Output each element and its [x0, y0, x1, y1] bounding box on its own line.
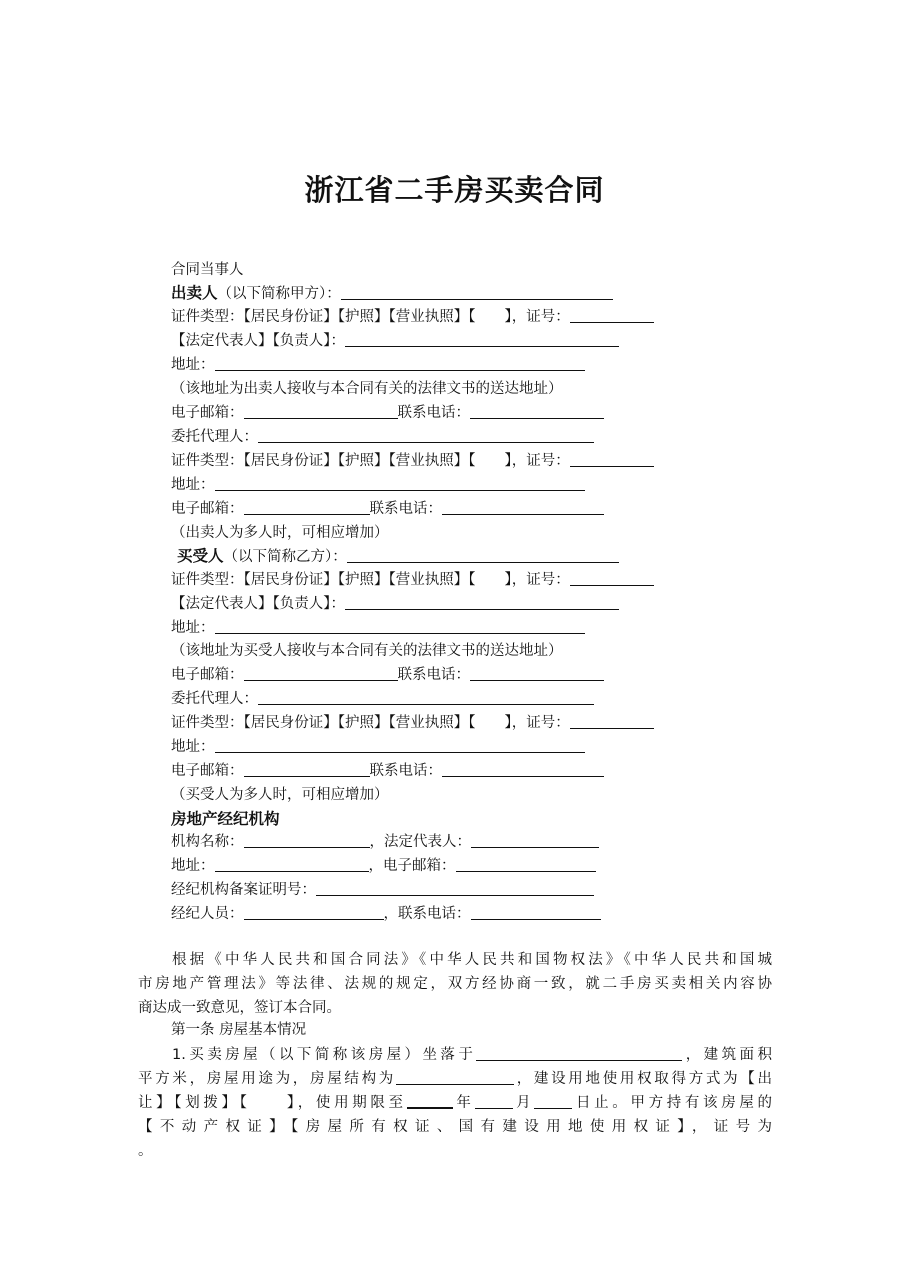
seller-agent-label: 委托代理人： [171, 429, 258, 445]
article-1-location-label: 1.买卖房屋（以下简称该房屋）坐落于 [172, 1047, 477, 1063]
agency-legal-rep-field[interactable] [471, 833, 599, 848]
buyer-address-note: （该地址为买受人接收与本合同有关的法律文书的送达地址） [171, 643, 563, 659]
seller-agent-address-line [171, 475, 585, 495]
buyer-label: 买受人 [177, 547, 224, 565]
seller-rep-label: 【法定代表人】【负责人】： [171, 333, 345, 349]
seller-phone-field[interactable] [470, 404, 604, 419]
seller-multi-note: （出卖人为多人时，可相应增加） [171, 525, 389, 541]
year-label: 年 [452, 1095, 475, 1111]
agency-address-line [171, 856, 596, 876]
seller-agent-email-label: 电子邮箱： [171, 501, 244, 517]
seller-email-field[interactable] [244, 404, 398, 419]
buyer-email-label: 电子邮箱： [171, 667, 244, 683]
buyer-phone-field[interactable] [470, 666, 604, 681]
article-1-heading: 第一条 房屋基本情况 [171, 1022, 307, 1038]
seller-agent-phone-label: 联系电话： [369, 501, 442, 517]
buyer-agent-line [171, 689, 594, 709]
agency-heading [171, 809, 280, 829]
structure-field[interactable] [396, 1070, 514, 1085]
seller-agent-line [171, 427, 594, 447]
day-label: 日止。甲方持有该房屋的 [572, 1095, 773, 1111]
article-1-line-4: 【不动产权证】【房屋所有权证、国有建设用地使用权证】，证号为 [138, 1119, 772, 1135]
agency-record-field[interactable] [316, 881, 594, 896]
article-1-land-right-label: ，建设用地使用权取得方式为【出 [514, 1071, 772, 1087]
seller-label: 出卖人 [171, 284, 218, 302]
buyer-agent-field[interactable] [258, 690, 594, 705]
buyer-abbr: （以下简称乙方）： [223, 549, 347, 565]
agency-name-label: 机构名称： [171, 834, 244, 850]
seller-abbr: （以下简称甲方）： [217, 286, 341, 302]
agency-legal-rep-label: ，法定代表人： [369, 834, 471, 850]
agency-heading-text: 房地产经纪机构 [171, 810, 280, 828]
term-month-field[interactable] [475, 1094, 513, 1109]
article-1-use-label: 平方米，房屋用途为，房屋结构为 [138, 1071, 396, 1087]
agency-name-field[interactable] [244, 833, 370, 848]
seller-agent-contact-line [171, 499, 604, 519]
buyer-email-field[interactable] [244, 666, 398, 681]
term-day-field[interactable] [534, 1094, 572, 1109]
article-1-line-2 [138, 1067, 772, 1091]
seller-address-field[interactable] [215, 356, 585, 371]
agency-phone-label: ，联系电话： [383, 906, 471, 922]
preamble-line-3: 商达成一致意见，签订本合同。 [138, 1000, 341, 1016]
buyer-address-field[interactable] [215, 619, 585, 634]
agency-staff-line [171, 904, 601, 924]
seller-id-type: 证件类型：【居民身份证】【护照】【营业执照】【 】，证号： [171, 309, 570, 325]
buyer-multi-note: （买受人为多人时，可相应增加） [171, 787, 389, 803]
buyer-agent-address-line [171, 737, 585, 757]
month-label: 月 [512, 1095, 535, 1111]
buyer-agent-email-field[interactable] [244, 762, 370, 777]
buyer-phone-label: 联系电话： [397, 667, 470, 683]
buyer-rep-line [171, 594, 619, 614]
article-1-area-label: ，建筑面积 [682, 1047, 772, 1063]
article-1-line-3 [138, 1091, 772, 1115]
article-1-line-5: 。 [138, 1143, 153, 1159]
buyer-agent-id-type: 证件类型：【居民身份证】【护照】【营业执照】【 】，证号： [171, 715, 570, 731]
term-year-field[interactable] [407, 1093, 453, 1109]
buyer-address-line [171, 618, 585, 638]
seller-name-field[interactable] [341, 285, 613, 300]
parties-heading: 合同当事人 [171, 262, 244, 278]
location-field[interactable] [476, 1046, 682, 1061]
seller-agent-phone-field[interactable] [442, 500, 604, 515]
seller-address-label: 地址： [171, 357, 215, 373]
buyer-contact-line [171, 665, 604, 685]
buyer-agent-address-field[interactable] [215, 738, 585, 753]
seller-agent-email-field[interactable] [244, 500, 370, 515]
agency-address-field[interactable] [215, 857, 369, 872]
agency-email-label: ，电子邮箱： [368, 858, 456, 874]
preamble-paragraph [138, 948, 772, 1020]
agency-address-label: 地址： [171, 858, 215, 874]
buyer-agent-label: 委托代理人： [171, 691, 258, 707]
buyer-name-line [177, 546, 619, 566]
article-1-line-1 [138, 1043, 772, 1067]
buyer-id-number-field[interactable] [570, 571, 654, 586]
agency-record-line [171, 880, 594, 900]
agency-staff-label: 经纪人员： [171, 906, 244, 922]
buyer-agent-email-label: 电子邮箱： [171, 763, 244, 779]
seller-agent-address-label: 地址： [171, 477, 215, 493]
seller-contact-line [171, 403, 604, 423]
preamble-line-2: 市房地产管理法》等法律、法规的规定，双方经协商一致，就二手房买卖相关内容协 [138, 976, 772, 992]
agency-email-field[interactable] [456, 857, 596, 872]
seller-rep-field[interactable] [345, 332, 619, 347]
seller-agent-id-line [171, 451, 654, 471]
buyer-agent-phone-label: 联系电话： [369, 763, 442, 779]
agency-name-line [171, 832, 599, 852]
seller-agent-id-number-field[interactable] [570, 452, 654, 467]
seller-address-note: （该地址为出卖人接收与本合同有关的法律文书的送达地址） [171, 381, 563, 397]
buyer-rep-field[interactable] [345, 595, 619, 610]
agency-phone-field[interactable] [471, 905, 601, 920]
seller-id-number-field[interactable] [570, 308, 654, 323]
seller-agent-id-type: 证件类型：【居民身份证】【护照】【营业执照】【 】，证号： [171, 453, 570, 469]
article-1-term-label: 让】【划拨】【 】，使用期限至 [138, 1095, 407, 1111]
seller-email-label: 电子邮箱： [171, 405, 244, 421]
buyer-agent-contact-line [171, 761, 604, 781]
buyer-rep-label: 【法定代表人】【负责人】： [171, 596, 345, 612]
seller-agent-address-field[interactable] [215, 476, 585, 491]
seller-id-line [171, 307, 654, 327]
agency-staff-field[interactable] [244, 905, 384, 920]
buyer-id-line [171, 570, 654, 590]
buyer-name-field[interactable] [347, 548, 619, 563]
seller-rep-line [171, 331, 619, 351]
preamble-line-1: 根据《中华人民共和国合同法》《中华人民共和国物权法》《中华人民共和国城 [172, 952, 772, 968]
buyer-agent-address-label: 地址： [171, 739, 215, 755]
seller-name-line [171, 283, 613, 303]
seller-agent-field[interactable] [258, 428, 594, 443]
article-1-body [138, 1043, 772, 1163]
document-title: 浙江省二手房买卖合同 [304, 173, 605, 207]
buyer-id-type: 证件类型：【居民身份证】【护照】【营业执照】【 】，证号： [171, 572, 570, 588]
buyer-address-label: 地址： [171, 620, 215, 636]
buyer-agent-phone-field[interactable] [442, 762, 604, 777]
buyer-agent-id-line [171, 713, 654, 733]
seller-phone-label: 联系电话： [397, 405, 470, 421]
seller-address-line [171, 355, 585, 375]
agency-record-label: 经纪机构备案证明号： [171, 882, 316, 898]
buyer-agent-id-number-field[interactable] [570, 714, 654, 729]
